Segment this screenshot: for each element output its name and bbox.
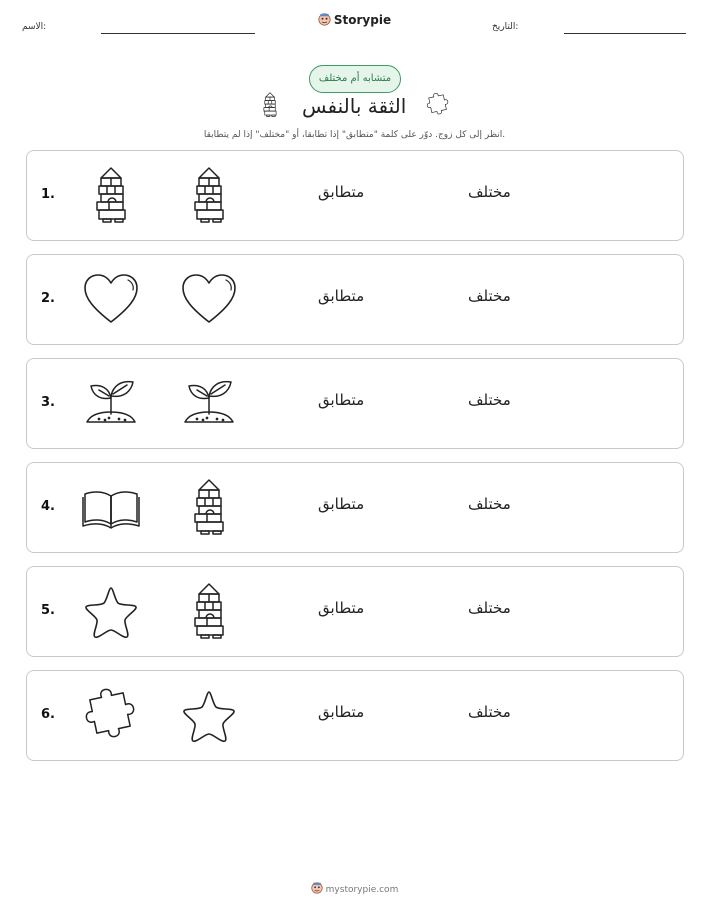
same-option[interactable]: متطابق <box>318 599 365 617</box>
exercise-row <box>26 150 684 241</box>
block-tower-icon <box>177 164 241 228</box>
block-tower-icon <box>177 580 241 644</box>
block-tower-icon <box>79 164 143 228</box>
worksheet-type-badge: متشابه أم مختلف <box>309 65 401 93</box>
exercise-row <box>26 462 684 553</box>
sprout-icon <box>79 372 143 436</box>
different-option[interactable]: مختلف <box>468 599 511 617</box>
different-option[interactable]: مختلف <box>468 391 511 409</box>
different-option[interactable]: مختلف <box>468 287 511 305</box>
star-icon <box>79 580 143 644</box>
different-option[interactable]: مختلف <box>468 703 511 721</box>
row-number: 4. <box>41 499 55 514</box>
brand <box>0 13 709 27</box>
footer-url[interactable]: mystorypie.com <box>325 885 399 895</box>
heart-icon <box>79 268 143 332</box>
sprout-icon <box>177 372 241 436</box>
same-option[interactable]: متطابق <box>318 703 365 721</box>
title-row <box>0 88 709 126</box>
same-option[interactable]: متطابق <box>318 287 365 305</box>
exercise-row <box>26 566 684 657</box>
instructions: انظر إلى كل زوج. دوّر على كلمة "متطابق" إذا تطابقا، أو "مختلف" إذا لم يتطابقا. <box>203 130 506 140</box>
row-number: 1. <box>41 187 55 202</box>
open-book-icon <box>79 476 143 540</box>
exercise-row <box>26 670 684 761</box>
block-tower-icon <box>177 476 241 540</box>
page-title: الثقة بالنفس <box>302 94 407 118</box>
name-line[interactable] <box>101 33 255 34</box>
storypie-logo-icon <box>311 882 323 894</box>
brand-name: Storypie <box>333 13 392 27</box>
footer <box>0 882 709 895</box>
same-option[interactable]: متطابق <box>318 183 365 201</box>
row-number: 2. <box>41 291 55 306</box>
storypie-logo-icon <box>318 13 331 26</box>
row-number: 6. <box>41 707 55 722</box>
exercise-row <box>26 254 684 345</box>
heart-icon <box>177 268 241 332</box>
name-label: الاسم: <box>22 22 47 32</box>
block-tower-icon <box>256 91 284 119</box>
star-icon <box>177 684 241 748</box>
date-label: التاريخ: <box>492 22 519 32</box>
different-option[interactable]: مختلف <box>468 495 511 513</box>
same-option[interactable]: متطابق <box>318 391 365 409</box>
date-line[interactable] <box>564 33 686 34</box>
row-number: 5. <box>41 603 55 618</box>
puzzle-piece-icon <box>424 91 452 119</box>
row-number: 3. <box>41 395 55 410</box>
same-option[interactable]: متطابق <box>318 495 365 513</box>
exercise-row <box>26 358 684 449</box>
different-option[interactable]: مختلف <box>468 183 511 201</box>
puzzle-piece-icon <box>79 684 143 748</box>
